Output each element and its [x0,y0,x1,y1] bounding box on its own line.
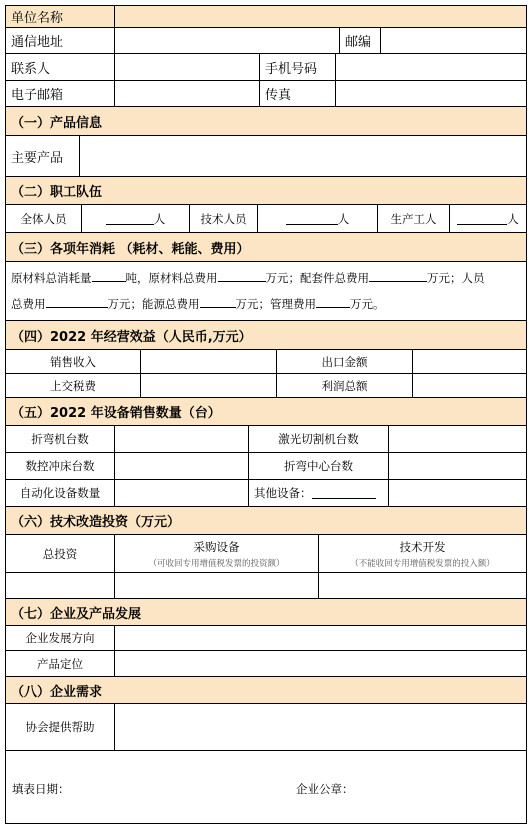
section-header-staff [6,177,526,205]
consumption-paragraph [11,265,522,317]
fax-label: 传真 [260,81,336,106]
footer [6,751,526,823]
energy-cost-blank[interactable] [200,296,236,308]
export-label: 出口金额 [277,350,413,373]
help-input[interactable] [115,704,526,750]
row-investment-values [6,573,526,599]
end-label: 万元。 [350,297,385,311]
parts-cost-label: 万元；配套件总费用 [265,271,369,285]
membership-form [5,5,527,824]
unit-label: 人 [153,211,166,226]
laser-input[interactable] [389,426,526,452]
row-main-products [6,136,526,177]
postcode-label: 邮编 [340,28,381,53]
row-positioning [6,651,526,677]
raw-qty-blank[interactable] [92,270,126,282]
staff-label: 万元；人员 [427,271,485,285]
mgmt-cost-label: 万元；管理费用 [235,297,316,311]
row-address [6,28,526,54]
postcode-input[interactable] [381,28,526,53]
section-header-equipment [6,398,526,426]
mgmt-cost-blank[interactable] [316,296,350,308]
total-investment-label: 总投资 [6,535,115,572]
all-staff-label: 全体人员 [6,205,82,232]
bending-center-label: 折弯中心台数 [249,453,389,479]
sales-input[interactable] [141,350,277,373]
tax-label: 上交税费 [6,374,141,397]
parts-cost-blank[interactable] [369,270,427,282]
other-equipment-input[interactable] [389,480,526,506]
unit-name-input[interactable] [115,6,526,27]
section-header-consumption [6,233,526,262]
company-seal-label: 企业公章： [296,782,354,796]
consumption-line-1 [11,265,522,291]
raw-cost-blank[interactable] [218,270,266,282]
profit-label: 利润总额 [277,374,413,397]
row-direction [6,626,526,651]
row-cnc [6,453,526,480]
bending-center-input[interactable] [389,453,526,479]
mobile-input[interactable] [336,54,526,80]
unit-label: 人 [337,211,350,226]
staff-cost-label: 总费用 [11,297,46,311]
fill-date-label: 填表日期： [12,782,70,796]
section-header-investment [6,507,526,535]
row-consumption [6,262,526,321]
help-label: 协会提供帮助 [6,704,115,750]
tax-input[interactable] [141,374,277,397]
raw-total-qty-label: 原材料总消耗量 [11,271,92,285]
contact-input[interactable] [115,54,260,80]
consumption-line-2 [11,291,522,317]
staff-cost-blank[interactable] [46,296,108,308]
production-staff-label: 生产工人 [378,205,450,232]
other-equipment-field[interactable] [249,480,389,506]
purchase-equipment-header [115,535,319,572]
unit-name-label: 单位名称 [6,6,115,27]
tech-dev-header [319,535,526,572]
section-title: （八）企业需求 [11,684,103,700]
tech-staff-input[interactable] [258,205,378,232]
section-header-needs [6,677,526,704]
mobile-label: 手机号码 [260,54,336,80]
positioning-label: 产品定位 [6,651,115,676]
row-bending [6,426,526,453]
direction-input[interactable] [115,626,526,650]
email-label: 电子邮箱 [6,81,115,106]
section-title: （一）产品信息 [11,115,103,131]
row-tax [6,374,526,398]
row-automation [6,480,526,507]
row-email [6,81,526,107]
sales-label: 销售收入 [6,350,141,373]
row-help [6,704,526,751]
purchase-equipment-input[interactable] [115,573,319,598]
contact-label: 联系人 [6,54,115,80]
unit-label: 人 [507,211,519,226]
section-title: （六）技术改造投资（万元） [11,515,181,530]
bending-label: 折弯机台数 [6,426,115,452]
laser-label: 激光切割机台数 [249,426,389,452]
raw-cost-label: 吨，原材料总费用 [125,271,218,285]
export-input[interactable] [413,350,526,373]
tech-dev-note: （不能收回专用增值税发票的投入额） [350,558,495,569]
purchase-label: 采购设备 [193,539,240,554]
row-contact [6,54,526,81]
row-sales [6,350,526,374]
row-investment-head [6,535,526,573]
address-label: 通信地址 [6,28,115,53]
section-title: （五）2022 年设备销售数量（台） [11,406,221,421]
automation-label: 自动化设备数量 [6,480,115,506]
tech-dev-input[interactable] [319,573,526,598]
purchase-note: （可收回专用增值税发票的投资额） [148,558,285,569]
section-header-benefit [6,321,526,350]
positioning-input[interactable] [115,651,526,676]
main-products-label: 主要产品 [6,136,80,176]
all-staff-input[interactable] [82,205,190,232]
row-staff [6,205,526,233]
other-equipment-label: 其他设备： [254,486,312,500]
total-investment-input[interactable] [6,573,115,598]
fax-input[interactable] [336,81,526,106]
cnc-punch-input[interactable] [115,453,249,479]
section-title: （二）职工队伍 [11,185,103,200]
section-header-products [6,107,526,136]
address-input[interactable] [115,28,340,53]
section-title: （七）企业及产品发展 [11,606,142,622]
production-staff-input[interactable] [450,205,526,232]
automation-input[interactable] [115,480,249,506]
main-products-input[interactable] [80,136,526,176]
section-header-development [6,599,526,626]
energy-cost-label: 万元；能源总费用 [107,297,200,311]
tech-dev-label: 技术开发 [399,539,446,554]
cnc-punch-label: 数控冲床台数 [6,453,115,479]
email-input[interactable] [115,81,260,106]
profit-input[interactable] [413,374,526,397]
tech-staff-label: 技术人员 [190,205,258,232]
other-equipment-blank [312,487,376,499]
bending-input[interactable] [115,426,249,452]
section-title: （四）2022 年经营效益（人民币,万元） [11,329,252,345]
row-unit-name [6,6,526,28]
section-title: （三）各项年消耗 （耗材、耗能、费用） [11,241,250,257]
direction-label: 企业发展方向 [6,626,115,650]
